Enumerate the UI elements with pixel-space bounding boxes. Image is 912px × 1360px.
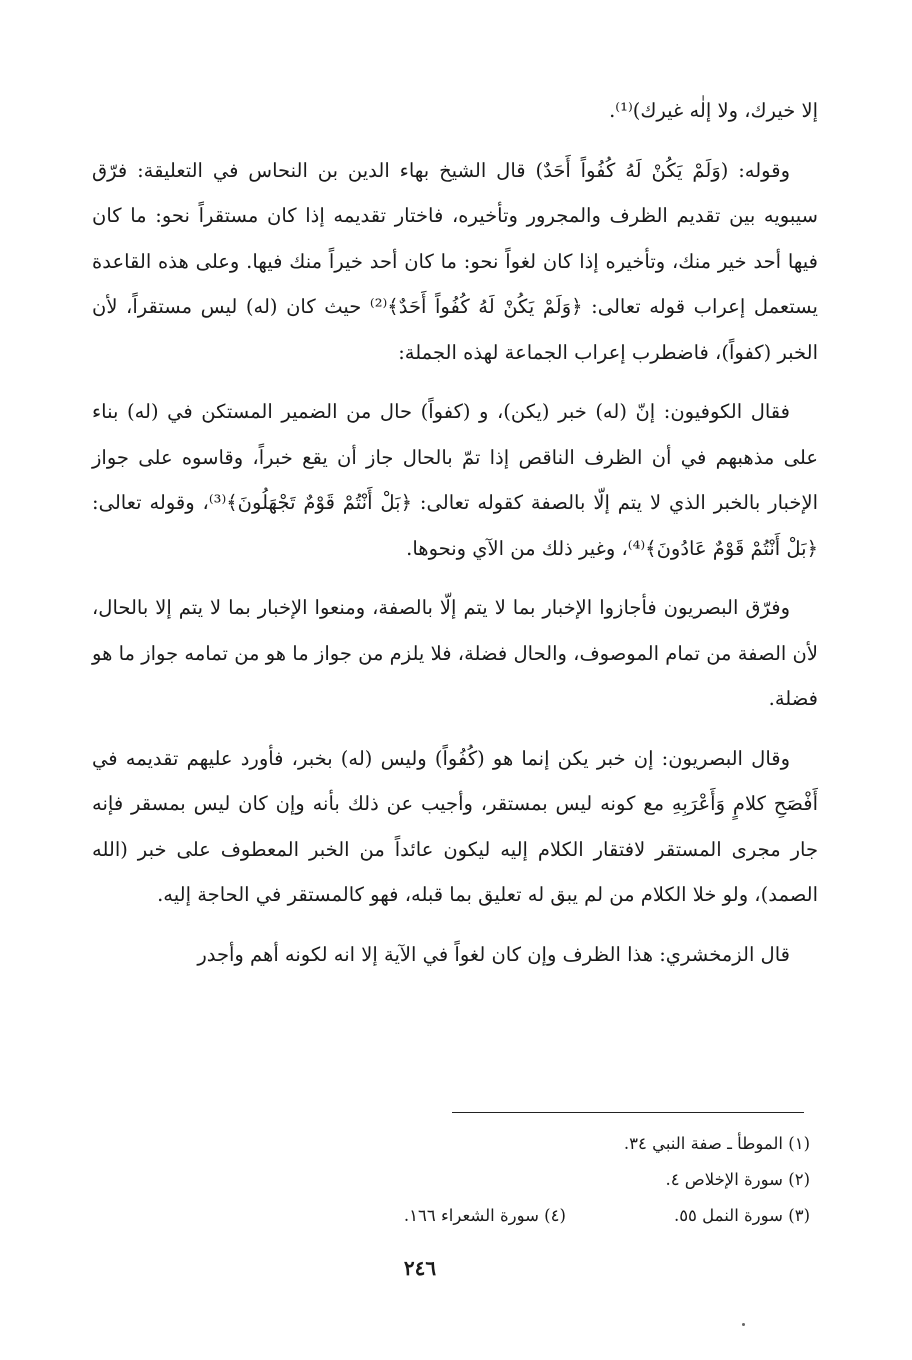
- footnote-1: (١) الموطأ ـ صفة النبي ٣٤.: [623, 1134, 810, 1153]
- page-number: ٢٤٦: [403, 1256, 437, 1280]
- paragraph-5: وقال البصريون: إن خبر يكن إنما هو (كُفُواً) وليس (له) بخبر، فأورد عليهم تقديمه في أَفْصَحِ كلامٍ وَأَعْرَبِهِ مع كونه ليس بمستقر، وأجيب عن ذلك بأنه وإن كان ليس بمسقر فإنه جار مجرى المستقر لافتقار الكلام إليه ليكون عائداً من الخبر المعطوف على خبر (الله الصمد)، ولو خلا الكلام من لم يبق له تعليق بما قبله، فهو كالمستقر في الحاجة إليه.: [92, 746, 818, 906]
- paragraph-1: إلا خيرك، ولا إلٰه غيرك)⁽¹⁾.: [609, 99, 818, 122]
- paragraph-6: قال الزمخشري: هذا الظرف وإن كان لغواً في الآية إلا انه لكونه أهم وأجدر: [197, 942, 790, 966]
- scan-speck: [742, 1323, 745, 1326]
- footnote-row: [92, 1198, 810, 1234]
- paragraph-4: وفرّق البصريون فأجازوا الإخبار بما لا يتم إلّا بالصفة، ومنعوا الإخبار بما لا يتم إلا بالحال، لأن الصفة من تمام الموصوف، والحال فضلة، فلا يلزم من جواز ما هو من تمامه جواز ما هو فضلة.: [92, 596, 818, 710]
- paragraph-3: فقال الكوفيون: إنّ (له) خبر (يكن)، و (كفواً) حال من الضمير المستكن في (له) بناء على مذهبهم في أن الظرف الناقص إذا تمّ بالحال جاز أن يقع خبراً، وقاسوه على جواز الإخبار بالخبر الذي لا يتم إلّا بالصفة كقوله تعالى: ﴿بَلْ أَنْتُمْ قَوْمٌ تَجْهَلُونَ﴾⁽³⁾، وقوله تعالى: ﴿بَلْ أَنْتُمْ قَوْمٌ عَادُونَ﴾⁽⁴⁾، وغير ذلك من الآي ونحوها.: [92, 400, 818, 560]
- paragraph-2: وقوله: (وَلَمْ يَكُنْ لَهُ كُفُواً أَحَدٌ) قال الشيخ بهاء الدين بن النحاس في التعليقة: فرّق سيبويه بين تقديم الظرف والمجرور وتأخيره، فاختار تقديمه إذا كان مستقراً نحو: ما كان فيها أحد خير منك، وتأخيره إذا كان لغواً نحو: ما كان أحد خيراً منك فيها. وعلى هذه القاعدة يستعمل إعراب قوله تعالى: ﴿وَلَمْ يَكُنْ لَهُ كُفُواً أَحَدٌ﴾⁽²⁾ حيث كان (له) ليس مستقراً، لأن الخبر (كفواً)، فاضطرب إعراب الجماعة لهذه الجملة:: [92, 158, 818, 364]
- main-text: [92, 88, 818, 977]
- footnote-row: [92, 1162, 810, 1198]
- footnote-2: (٢) سورة الإخلاص ٤.: [665, 1170, 810, 1189]
- footnote-3: (٣) سورة النمل ٥٥.: [673, 1206, 810, 1225]
- footnotes: [92, 1126, 810, 1234]
- footnote-row: [92, 1126, 810, 1162]
- footnote-4: (٤) سورة الشعراء ١٦٦.: [403, 1206, 566, 1225]
- footnote-divider: [452, 1112, 804, 1113]
